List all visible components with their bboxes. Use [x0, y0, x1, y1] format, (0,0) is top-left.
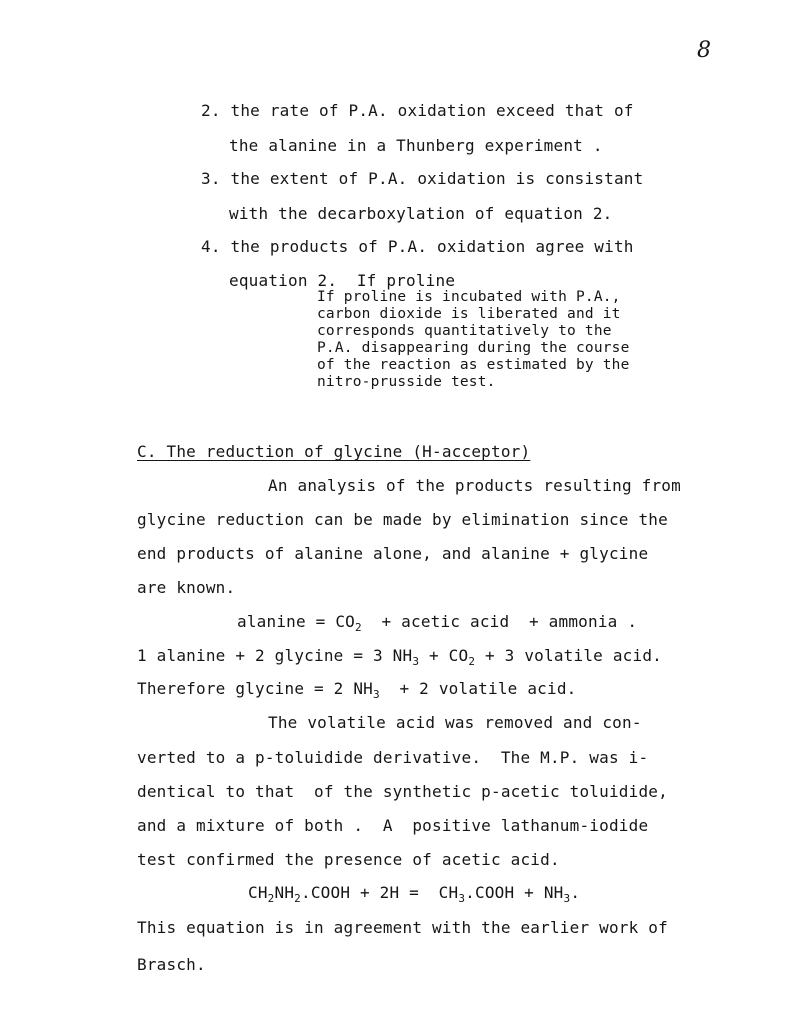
equation-4-subscript-4: 3	[563, 892, 571, 905]
equation-2-subscript-1: 3	[412, 655, 420, 668]
equation-4-subscript-1: 2	[267, 892, 275, 905]
paragraph-1-line-4: are known.	[137, 578, 236, 597]
note-line-6: nitro-prusside test.	[317, 374, 496, 390]
paragraph-1-line-3: end products of alanine alone, and alanine + glycine	[137, 544, 649, 563]
equation-1-b: + acetic acid + ammonia .	[361, 612, 638, 631]
equation-1-subscript: 2	[355, 621, 362, 634]
equation-1	[237, 612, 637, 638]
list-item-2-line-1: 2. the rate of P.A. oxidation exceed that of	[201, 101, 634, 120]
paragraph-2-line-2: verted to a p-toluidide derivative. The M.P. was i-	[137, 748, 649, 767]
paragraph-1-line-1: An analysis of the products resulting from	[268, 476, 681, 495]
note-line-2: carbon dioxide is liberated and it	[317, 306, 621, 322]
equation-4	[248, 883, 580, 909]
note-line-4: P.A. disappearing during the course	[317, 340, 630, 356]
equation-4-b: NH	[274, 883, 295, 902]
equation-1-a: alanine = CO	[237, 612, 355, 631]
list-item-4-line-1: 4. the products of P.A. oxidation agree with	[201, 237, 634, 256]
note-line-1: If proline is incubated with P.A.,	[317, 289, 621, 305]
page-number: 8	[697, 38, 711, 63]
equation-4-a: CH	[248, 883, 268, 902]
equation-3-b: + 2 volatile acid.	[379, 679, 577, 698]
paragraph-2-line-5: test confirmed the presence of acetic acid.	[137, 850, 560, 869]
list-item-3-line-2: with the decarboxylation of equation 2.	[229, 204, 613, 223]
equation-2	[137, 646, 662, 672]
equation-4-subscript-3: 3	[458, 892, 466, 905]
equation-4-subscript-2: 2	[294, 892, 301, 905]
note-line-3: corresponds quantitatively to the	[317, 323, 612, 339]
paragraph-2-line-1: The volatile acid was removed and con-	[268, 713, 642, 732]
paragraph-3-line-1: This equation is in agreement with the earlier work of	[137, 918, 668, 937]
list-item-4-line-2: equation 2. If proline	[229, 271, 456, 290]
equation-3	[137, 679, 576, 705]
equation-2-b: + CO	[419, 646, 469, 665]
paragraph-1-line-2: glycine reduction can be made by elimination since the	[137, 510, 668, 529]
list-item-3-line-1: 3. the extent of P.A. oxidation is consistant	[201, 169, 644, 188]
note-line-5: of the reaction as estimated by the	[317, 357, 630, 373]
section-heading: C. The reduction of glycine (H-acceptor)	[137, 442, 531, 461]
paragraph-3-line-2: Brasch.	[137, 955, 206, 974]
paragraph-2-line-4: and a mixture of both . A positive lathanum-iodide	[137, 816, 649, 835]
equation-2-subscript-2: 2	[468, 655, 476, 668]
equation-4-e: .	[570, 883, 581, 902]
equation-2-c: + 3 volatile acid.	[475, 646, 662, 665]
equation-2-a: 1 alanine + 2 glycine = 3 NH	[137, 646, 413, 665]
equation-4-c: .COOH + 2H = CH	[301, 883, 459, 902]
equation-3-subscript: 3	[373, 688, 380, 701]
equation-4-d: .COOH + NH	[465, 883, 564, 902]
equation-3-a: Therefore glycine = 2 NH	[137, 679, 373, 698]
list-item-2-line-2: the alanine in a Thunberg experiment .	[229, 136, 603, 155]
paragraph-2-line-3: dentical to that of the synthetic p-acetic toluidide,	[137, 782, 668, 801]
